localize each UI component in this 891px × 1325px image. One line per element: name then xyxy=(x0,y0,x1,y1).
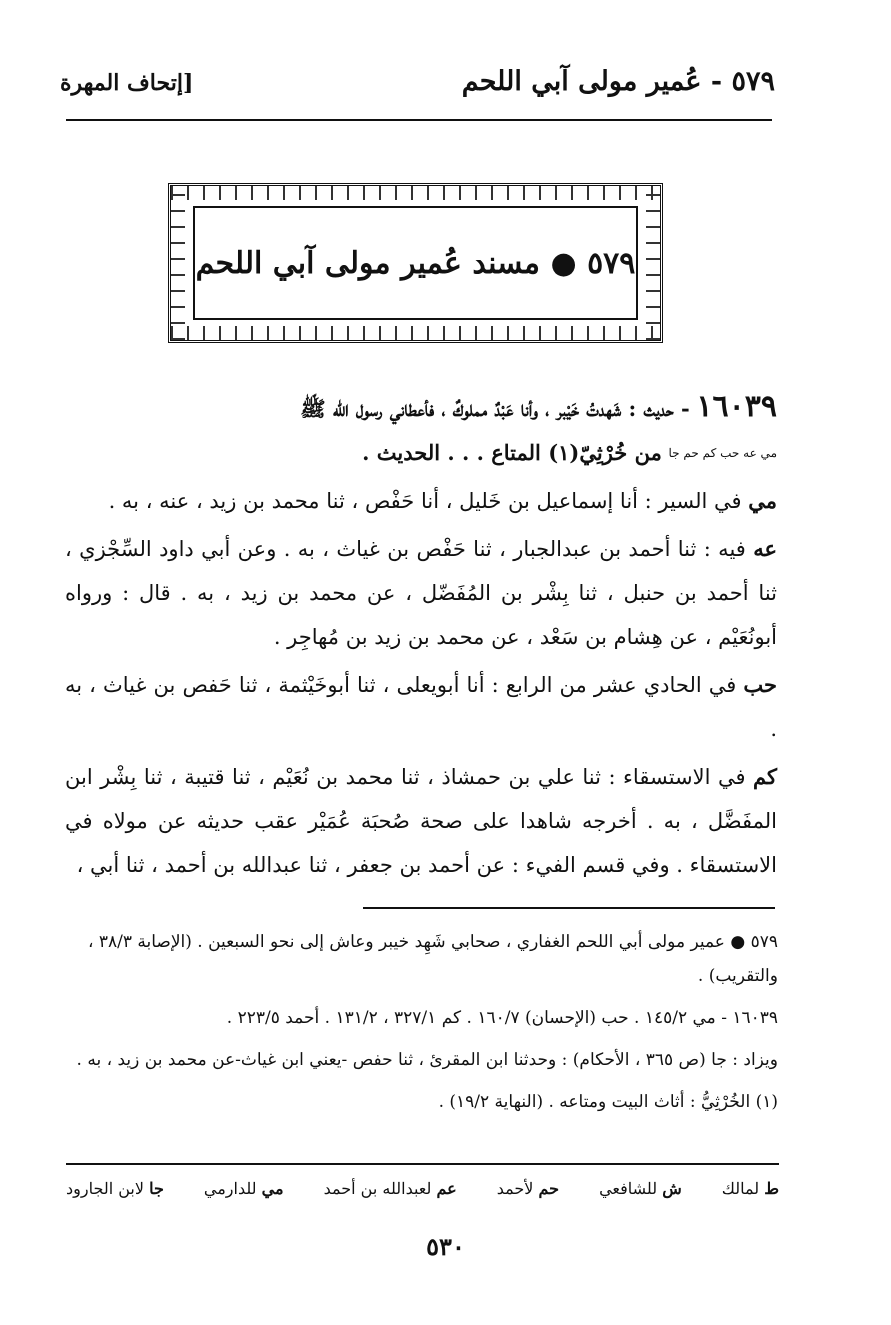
footnote: (١) الخُرْثِيُّ : أثاث البيت ومتاعه . (النهاية ١٩/٢) . xyxy=(438,1092,778,1112)
header-chapter-title: ٥٧٩ - عُمير مولى آبي اللحم xyxy=(461,66,775,97)
header-book-title: [إتحاف المهرة xyxy=(60,70,194,96)
legend-divider xyxy=(66,1163,779,1165)
header-divider xyxy=(66,119,772,121)
footnotes xyxy=(68,925,778,1127)
page-number: ٥٣٠ xyxy=(426,1232,465,1261)
footnote: ١٦٠٣٩ - مي ١٤٥/٢ . حب (الإحسان) ١٦٠/٧ . كم ٣٢٧/١ ، ١٣١/٢ . أحمد ٢٢٣/٥ . xyxy=(226,1008,778,1028)
source-code: عه xyxy=(753,536,778,561)
source-code: حب xyxy=(743,672,777,697)
section-title: ٥٧٩ ● مسند عُمير مولى آبي اللحم xyxy=(195,245,636,281)
frame-inner-box xyxy=(193,206,638,320)
legend-item: مي للدارمي xyxy=(203,1178,284,1198)
main-text xyxy=(65,385,777,891)
hadith-source-codes: مي عه حب كم حم جا xyxy=(668,446,777,460)
legend-item: حم لأحمد xyxy=(496,1178,560,1198)
hadith-heading: ١٦٠٣٩ - حديث : شَهدتُ خَيْبر ، وأنا عَبْدٌ مملوكٌ ، فأعطاني رسول الله ﷺ مي عه حب كم حم جا من خُرْثِيّ(١) المتاع . . . الحديث . xyxy=(300,389,777,465)
source-code: كم xyxy=(753,764,777,789)
paragraph-text: فيه : ثنا أحمد بن عبدالجبار ، ثنا حَفْص بن غياث ، به . وعن أبي داود السِّجْزي ، ثنا أحمد بن حنبل ، ثنا بِشْر بن المُفَضّل ، عن محمد بن زيد ، به . قال : ورواه أبونُعَيْم ، عن هِشام بن سَعْد ، عن محمد بن زيد بن مُهاجِر . xyxy=(65,537,777,649)
paragraph-text: في السير : أنا إسماعيل بن خَليل ، أنا حَفْص ، ثنا محمد بن زيد ، عنه ، به . xyxy=(108,489,742,513)
hadith-line-1: حديث : شَهدتُ خَيْبر ، وأنا عَبْدٌ مملوكٌ ، فأعطاني رسول الله ﷺ xyxy=(300,396,674,421)
abbreviation-legend xyxy=(66,1170,779,1206)
source-code: مي xyxy=(748,488,777,513)
hadith-number: ١٦٠٣٩ xyxy=(696,389,777,424)
legend-item: ط لمالك xyxy=(721,1178,779,1198)
footnote: ٥٧٩ ● عمير مولى أبي اللحم الغفاري ، صحابي شَهِد خيبر وعاش إلى نحو السبعين . (الإصابة ٣٨/٣ ، والتقريب) . xyxy=(87,932,778,986)
footnote-divider xyxy=(363,907,775,909)
paragraph-ah xyxy=(65,527,777,659)
paragraph-text: في الاستسقاء : ثنا علي بن حمشاذ ، ثنا محمد بن نُعَيْم ، ثنا قتيبة ، ثنا بِشْر ابن المفَضَّل ، به . أخرجه شاهدا على صحة صُحبَة عُمَيْر عقب حديثه عن مولاه في الاستسقاء . وفي قسم الفيء : عن أحمد بن جعفر ، ثنا عبدالله بن أحمد ، ثنا أبي ، xyxy=(65,765,777,877)
paragraph-hb xyxy=(65,663,777,751)
running-header xyxy=(60,58,775,108)
legend-item: جا لابن الجارود xyxy=(66,1178,164,1198)
hadith-line-2: من خُرْثِيّ(١) المتاع . . . الحديث . xyxy=(362,440,662,465)
ornamental-frame xyxy=(168,183,663,343)
paragraph-km xyxy=(65,755,777,887)
legend-item: عم لعبدالله بن أحمد xyxy=(323,1178,457,1198)
footnote: ويزاد : جا (ص ٣٦٥ ، الأحكام) : وحدثنا ابن المقرئ ، ثنا حفص -يعني ابن غياث-عن محمد بن زيد ، به . xyxy=(76,1050,778,1070)
legend-item: ش للشافعي xyxy=(599,1178,682,1198)
paragraph-mi xyxy=(65,479,777,523)
paragraph-text: في الحادي عشر من الرابع : أنا أبويعلى ، ثنا أبوخَيْثمة ، ثنا حَفص بن غياث ، به . xyxy=(65,673,777,741)
